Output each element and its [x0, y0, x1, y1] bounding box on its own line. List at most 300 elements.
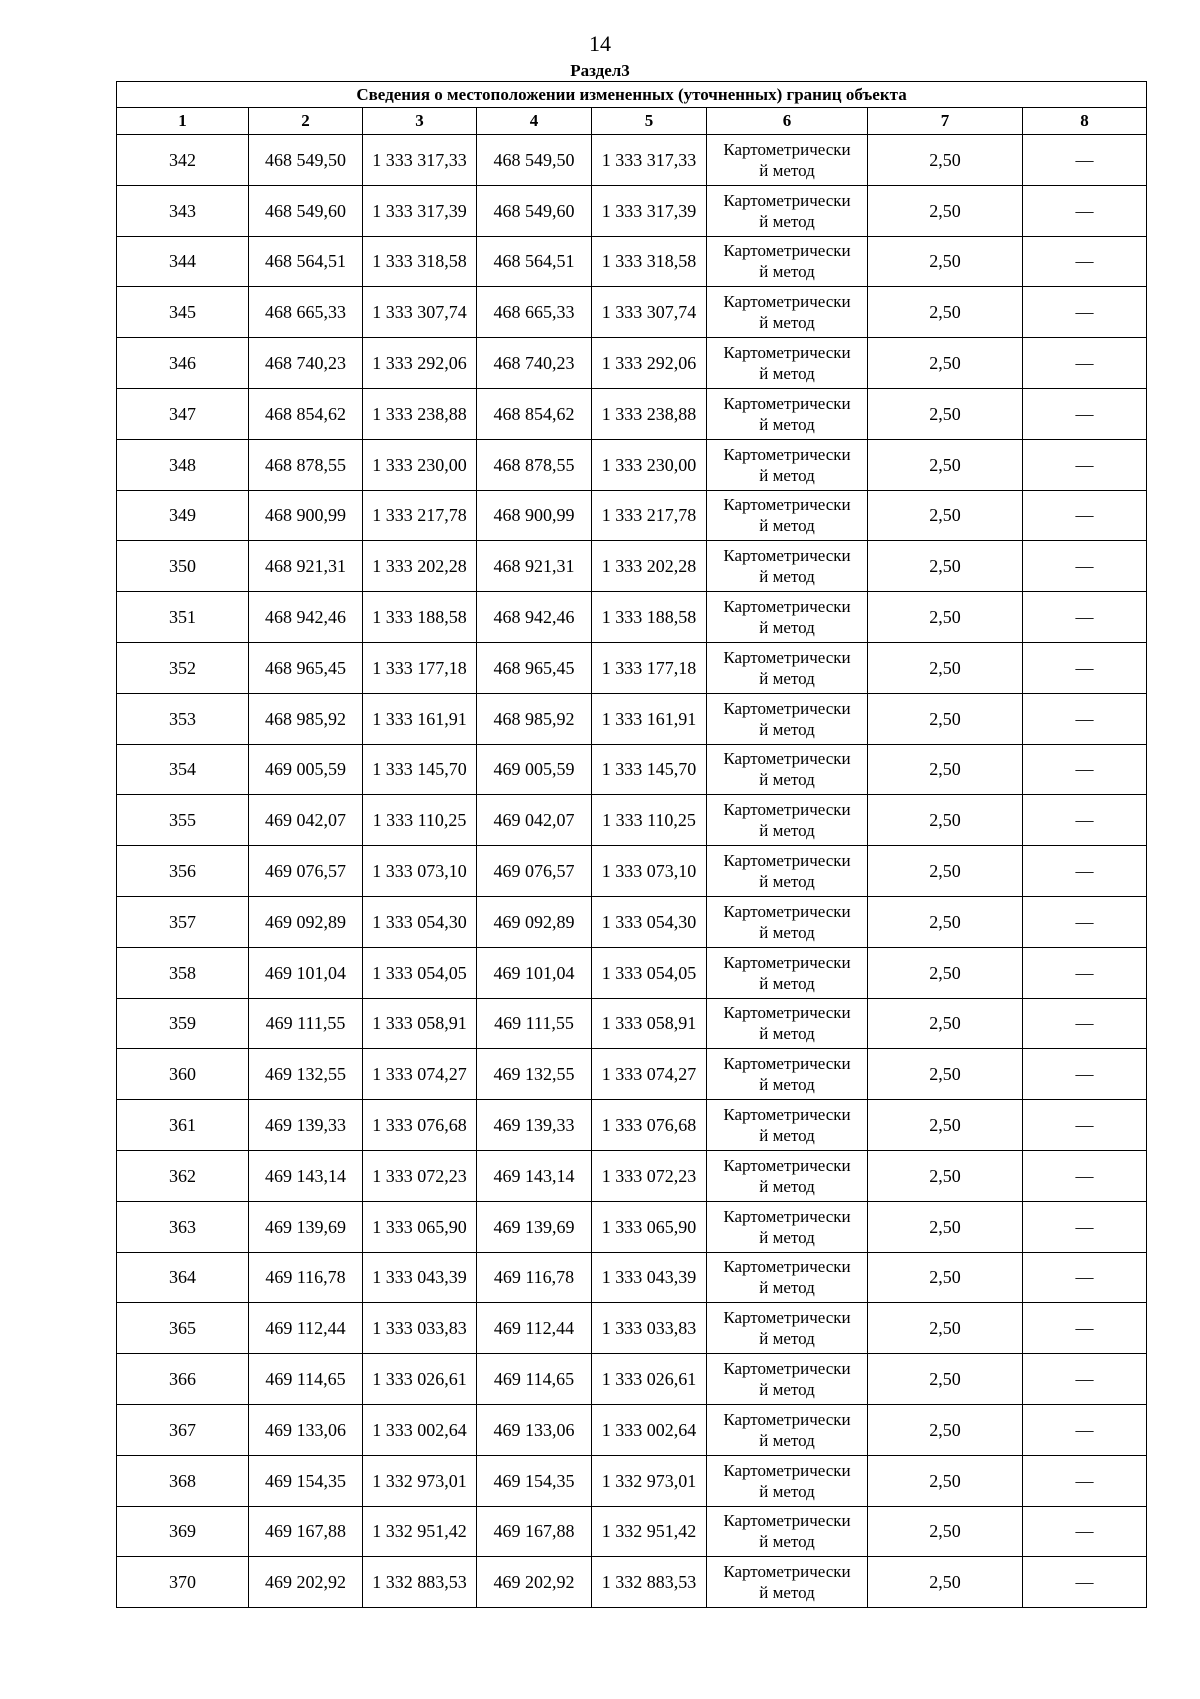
column-header: 4: [477, 108, 592, 135]
point-number-cell: 349: [117, 490, 249, 541]
x-refined-cell: 469 092,89: [477, 896, 592, 947]
x-existing-cell: 468 878,55: [249, 439, 363, 490]
x-refined-cell: 469 005,59: [477, 744, 592, 795]
method-line: Картометрически: [723, 647, 851, 667]
x-refined-cell: 468 965,45: [477, 642, 592, 693]
description-cell: —: [1023, 744, 1147, 795]
method-line: й метод: [759, 1176, 815, 1196]
description-cell: —: [1023, 388, 1147, 439]
column-header: 6: [707, 108, 868, 135]
method-line: Картометрически: [723, 495, 851, 515]
y-refined-cell: 1 333 043,39: [592, 1252, 707, 1303]
table-row: [117, 744, 1147, 795]
y-refined-cell: 1 333 065,90: [592, 1201, 707, 1252]
y-existing-cell: 1 333 043,39: [363, 1252, 477, 1303]
y-refined-cell: 1 333 318,58: [592, 236, 707, 287]
method-line: й метод: [759, 313, 815, 333]
point-number-cell: 362: [117, 1150, 249, 1201]
method-cell: [707, 135, 868, 186]
x-existing-cell: 469 042,07: [249, 795, 363, 846]
table-row: [117, 1252, 1147, 1303]
description-cell: —: [1023, 642, 1147, 693]
method-line: Картометрически: [723, 190, 851, 210]
accuracy-cell: 2,50: [868, 592, 1023, 643]
point-number-cell: 366: [117, 1354, 249, 1405]
table-row: [117, 998, 1147, 1049]
table-row: [117, 1049, 1147, 1100]
method-line: й метод: [759, 872, 815, 892]
x-refined-cell: 468 854,62: [477, 388, 592, 439]
description-cell: —: [1023, 1150, 1147, 1201]
table-row: [117, 693, 1147, 744]
x-refined-cell: 469 139,69: [477, 1201, 592, 1252]
method-line: й метод: [759, 262, 815, 282]
y-existing-cell: 1 333 238,88: [363, 388, 477, 439]
description-cell: —: [1023, 693, 1147, 744]
y-existing-cell: 1 333 065,90: [363, 1201, 477, 1252]
y-refined-cell: 1 333 292,06: [592, 338, 707, 389]
x-refined-cell: 469 154,35: [477, 1455, 592, 1506]
point-number-cell: 343: [117, 185, 249, 236]
method-line: Картометрически: [723, 444, 851, 464]
accuracy-cell: 2,50: [868, 1455, 1023, 1506]
description-cell: —: [1023, 1404, 1147, 1455]
x-existing-cell: 468 665,33: [249, 287, 363, 338]
method-line: й метод: [759, 465, 815, 485]
method-cell: [707, 236, 868, 287]
column-header-row: [117, 108, 1147, 135]
method-line: Картометрически: [723, 546, 851, 566]
x-refined-cell: 469 139,33: [477, 1100, 592, 1151]
method-line: Картометрически: [723, 292, 851, 312]
accuracy-cell: 2,50: [868, 1354, 1023, 1405]
column-header: 3: [363, 108, 477, 135]
page-number: 14: [589, 31, 611, 56]
x-existing-cell: 469 092,89: [249, 896, 363, 947]
point-number-cell: 364: [117, 1252, 249, 1303]
description-cell: —: [1023, 338, 1147, 389]
x-existing-cell: 469 111,55: [249, 998, 363, 1049]
method-line: Картометрически: [723, 241, 851, 261]
x-existing-cell: 469 076,57: [249, 846, 363, 897]
accuracy-cell: 2,50: [868, 338, 1023, 389]
method-line: Картометрически: [723, 1359, 851, 1379]
point-number-cell: 365: [117, 1303, 249, 1354]
x-existing-cell: 469 101,04: [249, 947, 363, 998]
method-line: Картометрически: [723, 698, 851, 718]
x-existing-cell: 469 133,06: [249, 1404, 363, 1455]
accuracy-cell: 2,50: [868, 1303, 1023, 1354]
accuracy-cell: 2,50: [868, 795, 1023, 846]
table-row: [117, 388, 1147, 439]
y-existing-cell: 1 333 177,18: [363, 642, 477, 693]
point-number-cell: 368: [117, 1455, 249, 1506]
table-row: [117, 185, 1147, 236]
method-line: й метод: [759, 1481, 815, 1501]
y-refined-cell: 1 333 073,10: [592, 846, 707, 897]
method-line: Картометрически: [723, 1257, 851, 1277]
x-refined-cell: 468 549,60: [477, 185, 592, 236]
method-line: й метод: [759, 719, 815, 739]
method-line: й метод: [759, 1024, 815, 1044]
y-existing-cell: 1 333 317,39: [363, 185, 477, 236]
method-line: й метод: [759, 668, 815, 688]
accuracy-cell: 2,50: [868, 185, 1023, 236]
method-cell: [707, 998, 868, 1049]
description-cell: —: [1023, 439, 1147, 490]
method-line: й метод: [759, 821, 815, 841]
x-refined-cell: 469 042,07: [477, 795, 592, 846]
table-row: [117, 236, 1147, 287]
x-refined-cell: 469 112,44: [477, 1303, 592, 1354]
accuracy-cell: 2,50: [868, 1506, 1023, 1557]
y-refined-cell: 1 333 307,74: [592, 287, 707, 338]
table-caption-row: [117, 82, 1147, 108]
method-line: й метод: [759, 1583, 815, 1603]
method-cell: [707, 1049, 868, 1100]
y-refined-cell: 1 333 177,18: [592, 642, 707, 693]
accuracy-cell: 2,50: [868, 744, 1023, 795]
x-existing-cell: 469 116,78: [249, 1252, 363, 1303]
accuracy-cell: 2,50: [868, 896, 1023, 947]
point-number-cell: 370: [117, 1557, 249, 1608]
method-cell: [707, 846, 868, 897]
accuracy-cell: 2,50: [868, 1150, 1023, 1201]
table-row: [117, 541, 1147, 592]
x-refined-cell: 468 740,23: [477, 338, 592, 389]
method-line: й метод: [759, 1329, 815, 1349]
y-existing-cell: 1 332 951,42: [363, 1506, 477, 1557]
y-refined-cell: 1 333 002,64: [592, 1404, 707, 1455]
description-cell: —: [1023, 490, 1147, 541]
point-number-cell: 344: [117, 236, 249, 287]
table-row: [117, 490, 1147, 541]
table-row: [117, 1404, 1147, 1455]
description-cell: —: [1023, 592, 1147, 643]
description-cell: —: [1023, 185, 1147, 236]
x-existing-cell: 468 985,92: [249, 693, 363, 744]
y-existing-cell: 1 333 217,78: [363, 490, 477, 541]
y-existing-cell: 1 333 054,30: [363, 896, 477, 947]
description-cell: —: [1023, 1506, 1147, 1557]
method-line: й метод: [759, 211, 815, 231]
table-row: [117, 947, 1147, 998]
x-existing-cell: 469 139,33: [249, 1100, 363, 1151]
y-existing-cell: 1 333 110,25: [363, 795, 477, 846]
method-line: й метод: [759, 567, 815, 587]
method-cell: [707, 1354, 868, 1405]
description-cell: —: [1023, 1303, 1147, 1354]
point-number-cell: 352: [117, 642, 249, 693]
description-cell: —: [1023, 236, 1147, 287]
method-line: й метод: [759, 1278, 815, 1298]
table-row: [117, 1201, 1147, 1252]
column-header: 1: [117, 108, 249, 135]
method-line: й метод: [759, 414, 815, 434]
x-existing-cell: 469 139,69: [249, 1201, 363, 1252]
x-existing-cell: 469 143,14: [249, 1150, 363, 1201]
table-row: [117, 1557, 1147, 1608]
description-cell: —: [1023, 896, 1147, 947]
table-row: [117, 287, 1147, 338]
x-existing-cell: 468 942,46: [249, 592, 363, 643]
table-row: [117, 135, 1147, 186]
y-existing-cell: 1 332 973,01: [363, 1455, 477, 1506]
method-line: Картометрически: [723, 901, 851, 921]
x-existing-cell: 469 112,44: [249, 1303, 363, 1354]
point-number-cell: 354: [117, 744, 249, 795]
x-refined-cell: 469 167,88: [477, 1506, 592, 1557]
method-line: й метод: [759, 160, 815, 180]
method-line: й метод: [759, 1430, 815, 1450]
method-line: Картометрически: [723, 851, 851, 871]
method-line: Картометрически: [723, 1003, 851, 1023]
method-line: Картометрически: [723, 952, 851, 972]
y-refined-cell: 1 333 238,88: [592, 388, 707, 439]
accuracy-cell: 2,50: [868, 1201, 1023, 1252]
point-number-cell: 347: [117, 388, 249, 439]
accuracy-cell: 2,50: [868, 1557, 1023, 1608]
y-refined-cell: 1 333 145,70: [592, 744, 707, 795]
method-cell: [707, 1557, 868, 1608]
table-row: [117, 1100, 1147, 1151]
method-cell: [707, 185, 868, 236]
point-number-cell: 369: [117, 1506, 249, 1557]
y-refined-cell: 1 333 230,00: [592, 439, 707, 490]
y-existing-cell: 1 333 230,00: [363, 439, 477, 490]
point-number-cell: 358: [117, 947, 249, 998]
method-cell: [707, 388, 868, 439]
x-existing-cell: 468 965,45: [249, 642, 363, 693]
description-cell: —: [1023, 998, 1147, 1049]
description-cell: —: [1023, 541, 1147, 592]
y-refined-cell: 1 333 026,61: [592, 1354, 707, 1405]
y-refined-cell: 1 333 317,39: [592, 185, 707, 236]
y-existing-cell: 1 333 058,91: [363, 998, 477, 1049]
x-existing-cell: 469 202,92: [249, 1557, 363, 1608]
point-number-cell: 350: [117, 541, 249, 592]
method-line: Картометрически: [723, 800, 851, 820]
y-refined-cell: 1 333 076,68: [592, 1100, 707, 1151]
description-cell: —: [1023, 1049, 1147, 1100]
x-refined-cell: 468 665,33: [477, 287, 592, 338]
y-refined-cell: 1 333 161,91: [592, 693, 707, 744]
point-number-cell: 348: [117, 439, 249, 490]
description-cell: —: [1023, 1557, 1147, 1608]
y-existing-cell: 1 333 026,61: [363, 1354, 477, 1405]
x-refined-cell: 469 076,57: [477, 846, 592, 897]
x-refined-cell: 468 564,51: [477, 236, 592, 287]
accuracy-cell: 2,50: [868, 1252, 1023, 1303]
method-cell: [707, 1252, 868, 1303]
x-existing-cell: 468 900,99: [249, 490, 363, 541]
method-cell: [707, 795, 868, 846]
method-line: Картометрически: [723, 139, 851, 159]
method-cell: [707, 947, 868, 998]
y-existing-cell: 1 333 002,64: [363, 1404, 477, 1455]
x-existing-cell: 468 549,60: [249, 185, 363, 236]
method-line: й метод: [759, 1380, 815, 1400]
method-cell: [707, 896, 868, 947]
y-refined-cell: 1 333 217,78: [592, 490, 707, 541]
table-row: [117, 1354, 1147, 1405]
y-refined-cell: 1 332 883,53: [592, 1557, 707, 1608]
y-existing-cell: 1 333 145,70: [363, 744, 477, 795]
column-header: 7: [868, 108, 1023, 135]
point-number-cell: 355: [117, 795, 249, 846]
table-row: [117, 1150, 1147, 1201]
y-existing-cell: 1 333 318,58: [363, 236, 477, 287]
point-number-cell: 357: [117, 896, 249, 947]
method-cell: [707, 1100, 868, 1151]
method-cell: [707, 287, 868, 338]
method-line: й метод: [759, 364, 815, 384]
method-line: Картометрически: [723, 1054, 851, 1074]
x-existing-cell: 469 005,59: [249, 744, 363, 795]
method-cell: [707, 592, 868, 643]
x-existing-cell: 469 132,55: [249, 1049, 363, 1100]
point-number-cell: 361: [117, 1100, 249, 1151]
x-existing-cell: 468 740,23: [249, 338, 363, 389]
x-refined-cell: 469 133,06: [477, 1404, 592, 1455]
method-line: Картометрически: [723, 1562, 851, 1582]
x-refined-cell: 468 921,31: [477, 541, 592, 592]
accuracy-cell: 2,50: [868, 135, 1023, 186]
y-existing-cell: 1 333 076,68: [363, 1100, 477, 1151]
table-row: [117, 846, 1147, 897]
method-line: й метод: [759, 922, 815, 942]
y-refined-cell: 1 333 058,91: [592, 998, 707, 1049]
y-existing-cell: 1 333 074,27: [363, 1049, 477, 1100]
x-refined-cell: 468 942,46: [477, 592, 592, 643]
column-header: 5: [592, 108, 707, 135]
point-number-cell: 359: [117, 998, 249, 1049]
method-cell: [707, 693, 868, 744]
x-existing-cell: 469 114,65: [249, 1354, 363, 1405]
x-refined-cell: 469 143,14: [477, 1150, 592, 1201]
x-refined-cell: 468 900,99: [477, 490, 592, 541]
method-line: й метод: [759, 973, 815, 993]
x-refined-cell: 469 116,78: [477, 1252, 592, 1303]
accuracy-cell: 2,50: [868, 541, 1023, 592]
description-cell: —: [1023, 846, 1147, 897]
y-refined-cell: 1 333 054,05: [592, 947, 707, 998]
point-number-cell: 345: [117, 287, 249, 338]
x-existing-cell: 469 154,35: [249, 1455, 363, 1506]
description-cell: —: [1023, 1455, 1147, 1506]
accuracy-cell: 2,50: [868, 846, 1023, 897]
method-cell: [707, 1150, 868, 1201]
y-existing-cell: 1 333 307,74: [363, 287, 477, 338]
method-cell: [707, 490, 868, 541]
method-line: Картометрически: [723, 749, 851, 769]
method-cell: [707, 1404, 868, 1455]
description-cell: —: [1023, 1201, 1147, 1252]
y-refined-cell: 1 333 033,83: [592, 1303, 707, 1354]
column-header: 8: [1023, 108, 1147, 135]
y-refined-cell: 1 333 072,23: [592, 1150, 707, 1201]
description-cell: —: [1023, 947, 1147, 998]
x-refined-cell: 469 114,65: [477, 1354, 592, 1405]
x-existing-cell: 468 854,62: [249, 388, 363, 439]
y-existing-cell: 1 333 317,33: [363, 135, 477, 186]
table-row: [117, 592, 1147, 643]
method-line: Картометрически: [723, 1308, 851, 1328]
method-cell: [707, 439, 868, 490]
y-refined-cell: 1 333 188,58: [592, 592, 707, 643]
x-refined-cell: 469 101,04: [477, 947, 592, 998]
method-line: й метод: [759, 516, 815, 536]
method-cell: [707, 1506, 868, 1557]
method-cell: [707, 1303, 868, 1354]
table-row: [117, 642, 1147, 693]
y-refined-cell: 1 333 317,33: [592, 135, 707, 186]
description-cell: —: [1023, 135, 1147, 186]
y-existing-cell: 1 333 073,10: [363, 846, 477, 897]
x-existing-cell: 468 549,50: [249, 135, 363, 186]
table-row: [117, 1506, 1147, 1557]
y-existing-cell: 1 333 161,91: [363, 693, 477, 744]
x-existing-cell: 469 167,88: [249, 1506, 363, 1557]
y-refined-cell: 1 332 951,42: [592, 1506, 707, 1557]
accuracy-cell: 2,50: [868, 998, 1023, 1049]
description-cell: —: [1023, 1100, 1147, 1151]
method-line: Картометрически: [723, 343, 851, 363]
method-line: Картометрически: [723, 1105, 851, 1125]
x-refined-cell: 469 202,92: [477, 1557, 592, 1608]
point-number-cell: 351: [117, 592, 249, 643]
x-refined-cell: 469 132,55: [477, 1049, 592, 1100]
y-existing-cell: 1 333 054,05: [363, 947, 477, 998]
method-cell: [707, 541, 868, 592]
table-body: [117, 135, 1147, 1608]
table-row: [117, 795, 1147, 846]
x-existing-cell: 468 921,31: [249, 541, 363, 592]
method-line: Картометрически: [723, 1409, 851, 1429]
x-refined-cell: 469 111,55: [477, 998, 592, 1049]
y-refined-cell: 1 332 973,01: [592, 1455, 707, 1506]
table-row: [117, 1455, 1147, 1506]
y-existing-cell: 1 333 292,06: [363, 338, 477, 389]
point-number-cell: 353: [117, 693, 249, 744]
method-line: Картометрически: [723, 1460, 851, 1480]
method-line: й метод: [759, 1075, 815, 1095]
accuracy-cell: 2,50: [868, 1100, 1023, 1151]
description-cell: —: [1023, 795, 1147, 846]
method-cell: [707, 338, 868, 389]
description-cell: —: [1023, 1252, 1147, 1303]
accuracy-cell: 2,50: [868, 947, 1023, 998]
accuracy-cell: 2,50: [868, 642, 1023, 693]
table-row: [117, 439, 1147, 490]
method-cell: [707, 1455, 868, 1506]
table-row: [117, 338, 1147, 389]
accuracy-cell: 2,50: [868, 236, 1023, 287]
point-number-cell: 363: [117, 1201, 249, 1252]
y-refined-cell: 1 333 054,30: [592, 896, 707, 947]
method-cell: [707, 744, 868, 795]
point-number-cell: 346: [117, 338, 249, 389]
y-existing-cell: 1 332 883,53: [363, 1557, 477, 1608]
x-existing-cell: 468 564,51: [249, 236, 363, 287]
description-cell: —: [1023, 287, 1147, 338]
method-cell: [707, 1201, 868, 1252]
method-line: Картометрически: [723, 1206, 851, 1226]
section-title: Раздел3: [570, 61, 630, 80]
point-number-cell: 360: [117, 1049, 249, 1100]
method-line: Картометрически: [723, 393, 851, 413]
y-refined-cell: 1 333 110,25: [592, 795, 707, 846]
